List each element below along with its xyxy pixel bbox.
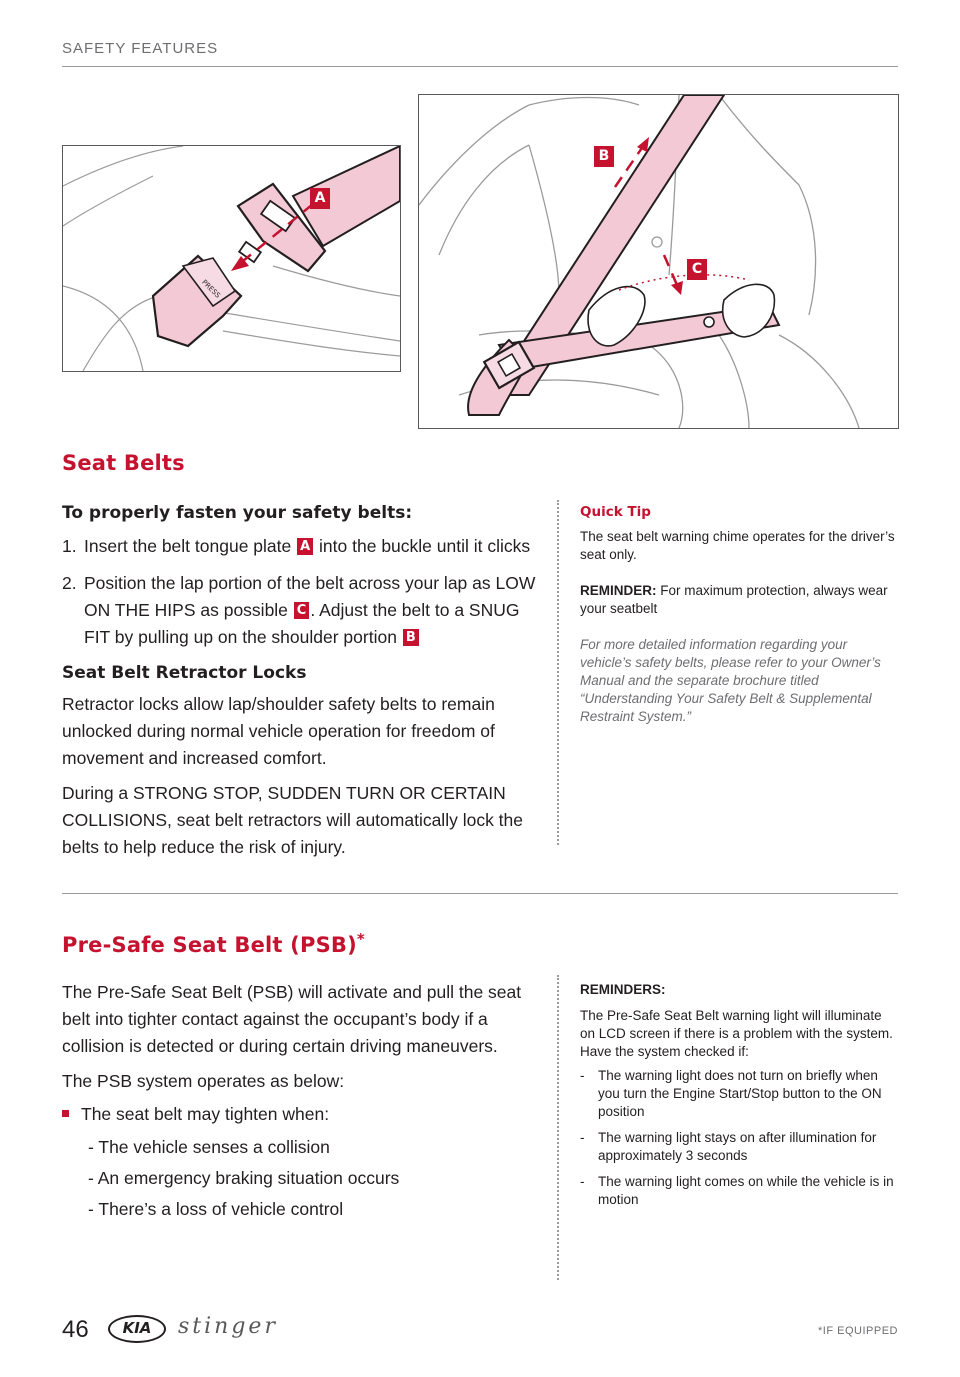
step-text: Insert the belt tongue plate xyxy=(84,536,292,556)
psb-subitem: - There’s a loss of vehicle control xyxy=(88,1199,344,1219)
step-text-end: into the buckle until it clicks xyxy=(319,536,531,556)
psb-bullet-text: The seat belt may tighten when: xyxy=(81,1104,330,1124)
step-number: 2. xyxy=(62,573,77,593)
step-text: Position the lap portion of the belt across your lap as LOW ON THE HIPS as possible xyxy=(84,573,536,620)
reminder-label: REMINDER: xyxy=(580,583,657,598)
reminder-item: - The warning light does not turn on briefly when you turn the Engine Start/Stop button to the ON position xyxy=(580,1068,882,1119)
section-label: SAFETY FEATURES xyxy=(62,40,219,57)
column-divider-top xyxy=(557,500,559,845)
psb-heading xyxy=(62,930,365,957)
marker-c: C xyxy=(294,602,310,619)
callout-c: C xyxy=(687,259,707,280)
quick-tip-reminder xyxy=(580,582,896,618)
psb-main-column xyxy=(62,979,540,1225)
reminders-intro: The Pre-Safe Seat Belt warning light will illuminate on LCD screen if there is a problem with the system. Have the system checked if: xyxy=(580,1008,893,1059)
callout-b: B xyxy=(594,146,614,167)
fasten-step-2 xyxy=(62,570,540,651)
quick-tip-box xyxy=(580,504,896,726)
page-number: 46 xyxy=(62,1316,89,1343)
retractor-subheading: Seat Belt Retractor Locks xyxy=(62,663,307,683)
reminder-text: For maximum protection, always wear your seatbelt xyxy=(580,583,888,616)
psb-subitem: - An emergency braking situation occurs xyxy=(88,1168,400,1188)
buckle-closeup-illustration xyxy=(62,145,401,372)
bullet-square-icon xyxy=(62,1110,69,1117)
psb-paragraph-1: The Pre-Safe Seat Belt (PSB) will activate and pull the seat belt into tighter contact against the occupant’s body if a collision is detected or during certain driving maneuvers. xyxy=(62,982,522,1056)
marker-a: A xyxy=(297,538,313,555)
psb-subitem: - The vehicle senses a collision xyxy=(88,1137,330,1157)
psb-bullet xyxy=(62,1101,540,1128)
psb-title: Pre-Safe Seat Belt (PSB) xyxy=(62,933,357,957)
seat-belts-heading: Seat Belts xyxy=(62,451,185,475)
kia-logo: KIA xyxy=(108,1315,166,1343)
seated-occupant-drawing xyxy=(419,95,898,428)
reminders-box xyxy=(580,981,896,1217)
column-divider-bottom xyxy=(557,975,559,1280)
marker-b: B xyxy=(403,629,419,646)
section-divider xyxy=(62,893,898,894)
seated-occupant-illustration xyxy=(418,94,899,429)
header-divider xyxy=(62,66,898,67)
psb-subitems xyxy=(62,1132,540,1225)
owners-manual-note: For more detailed information regarding your vehicle’s safety belts, please refer to your Owner’s Manual and the separate brochure titled “Understanding Your Safety Belt & Supplemental Restraint System.” xyxy=(580,637,881,724)
if-equipped-asterisk: * xyxy=(356,930,365,948)
fasten-steps-list xyxy=(62,533,540,651)
callout-a: A xyxy=(310,188,330,209)
reminders-heading: REMINDERS: xyxy=(580,982,666,997)
retractor-paragraph-2: During a STRONG STOP, SUDDEN TURN OR CERTAIN COLLISIONS, seat belt retractors will automatically lock the belts to help reduce the risk of injury. xyxy=(62,783,524,857)
fasten-subheading: To properly fasten your safety belts: xyxy=(62,503,413,523)
reminder-item: - The warning light comes on while the vehicle is in motion xyxy=(580,1174,894,1207)
fasten-step-1 xyxy=(62,533,540,560)
step-text-mid: . Adjust the belt to a SNUG FIT by pulling up on the shoulder portion xyxy=(84,600,520,647)
buckle-press-label: PRESS xyxy=(200,278,222,300)
buckle-closeup-drawing xyxy=(63,146,400,371)
seat-belts-main-column xyxy=(62,503,540,861)
if-equipped-footnote: *IF EQUIPPED xyxy=(818,1325,898,1337)
psb-paragraph-2: The PSB system operates as below: xyxy=(62,1071,345,1091)
quick-tip-heading: Quick Tip xyxy=(580,504,651,520)
step-number: 1. xyxy=(62,536,77,556)
quick-tip-text: The seat belt warning chime operates for the driver’s seat only. xyxy=(580,529,895,562)
retractor-paragraph-1: Retractor locks allow lap/shoulder safety belts to remain unlocked during normal vehicle operation for freedom of movement and increased comfort. xyxy=(62,694,495,768)
stinger-wordmark: stinger xyxy=(178,1314,278,1339)
reminders-list xyxy=(580,1067,896,1209)
reminder-item: - The warning light stays on after illumination for approximately 3 seconds xyxy=(580,1130,877,1163)
